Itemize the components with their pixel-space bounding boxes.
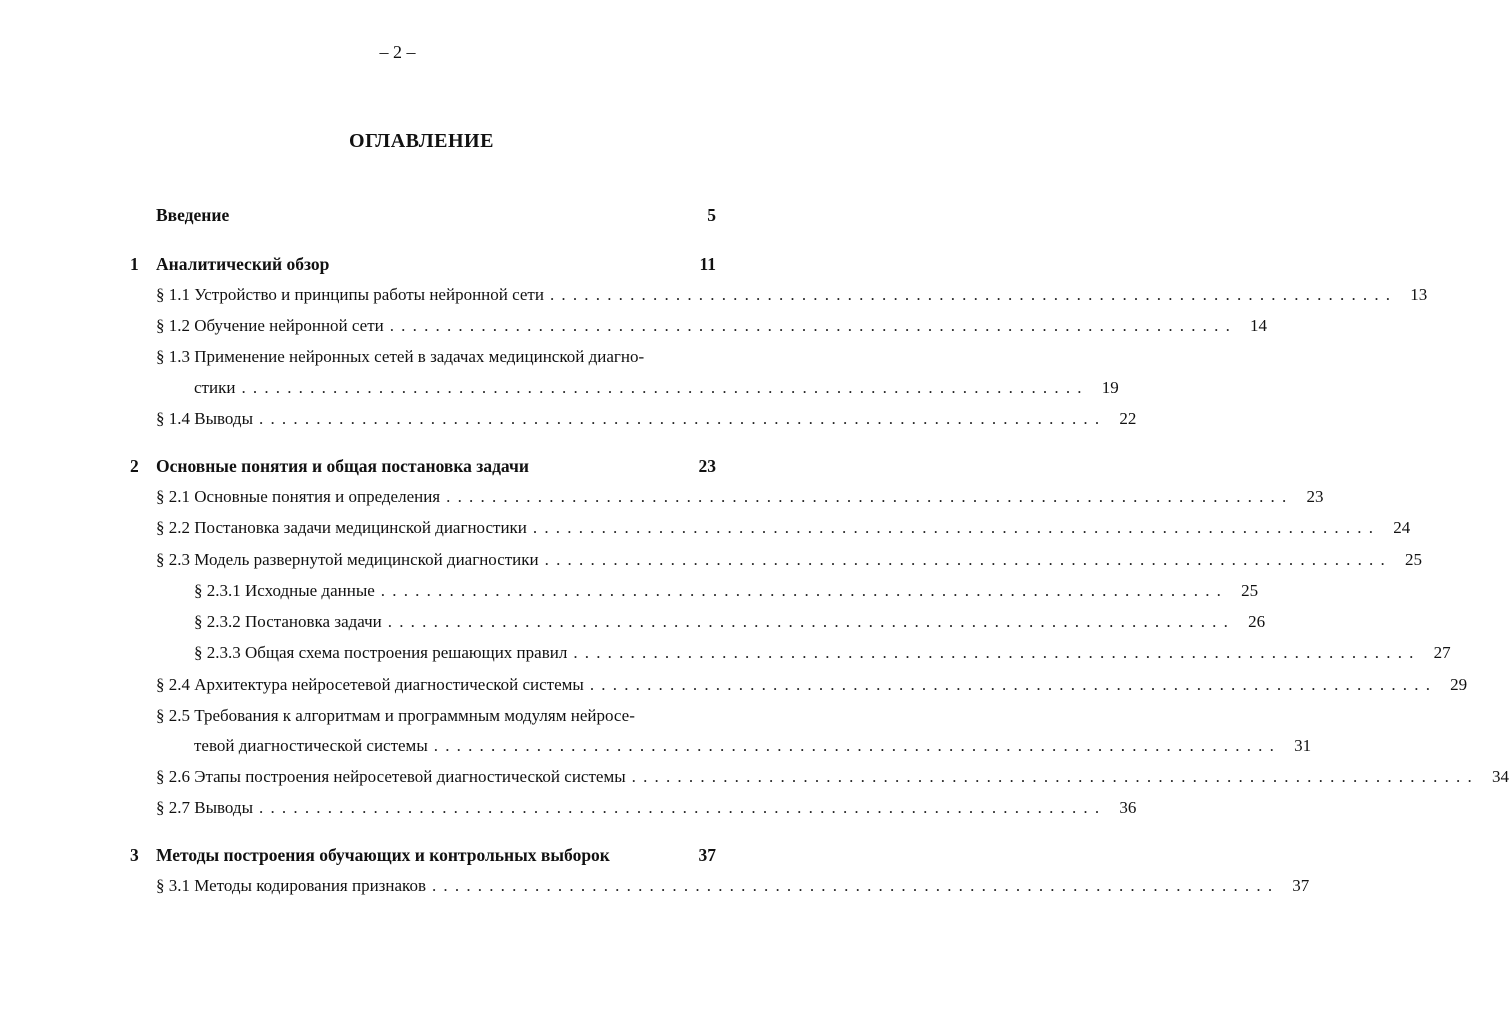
toc-entry-page: 37 xyxy=(1292,876,1310,895)
chapter-title: Основные понятия и общая постановка задачи xyxy=(156,456,529,476)
page-number: – 2 – xyxy=(379,42,416,62)
toc-chapter-3[interactable] xyxy=(156,843,716,867)
leader-dots: .......................................................................... xyxy=(544,550,1392,569)
toc-entry-page: 14 xyxy=(1250,316,1268,335)
toc-entry-continuation[interactable] xyxy=(194,734,1312,758)
chapter-title: Аналитический обзор xyxy=(156,254,330,274)
toc-entry-text: § 2.6 Этапы построения нейросетевой диагностической системы xyxy=(156,767,626,786)
toc-entry-page: 31 xyxy=(1294,736,1312,755)
leader-dots: .......................................................................... xyxy=(241,378,1089,397)
toc-entry[interactable] xyxy=(156,314,1268,338)
toc-entry-page: 36 xyxy=(1119,798,1137,817)
toc-subentry[interactable] xyxy=(194,641,1451,665)
toc-entry[interactable] xyxy=(156,345,716,369)
toc-entry-text: § 2.3 Модель развернутой медицинской диагностики xyxy=(156,550,539,569)
toc-entry-text: § 2.5 Требования к алгоритмам и программным модулям нейросе- xyxy=(156,706,635,725)
toc-subentry[interactable] xyxy=(194,610,1266,634)
leader-dots: .......................................................................... xyxy=(549,285,1398,304)
toc-entry-page: 29 xyxy=(1450,675,1468,694)
toc-entry-text: § 2.3.1 Исходные данные xyxy=(194,581,375,600)
leader-dots: .......................................................................... xyxy=(259,409,1107,428)
leader-dots: .......................................................................... xyxy=(387,612,1236,631)
toc-entry-text: § 1.2 Обучение нейронной сети xyxy=(156,316,384,335)
toc-subentry[interactable] xyxy=(194,579,1259,603)
toc-entry-page: 26 xyxy=(1248,612,1266,631)
leader-dots: .......................................................................... xyxy=(433,736,1282,755)
toc-entry-page: 34 xyxy=(1491,767,1509,786)
toc-entry[interactable] xyxy=(156,548,1422,572)
leader-dots: .......................................................................... xyxy=(380,581,1229,600)
leader-dots: .......................................................................... xyxy=(446,487,1294,506)
toc-title: ОГЛАВЛЕНИЕ xyxy=(349,130,494,152)
toc-entry-page: 22 xyxy=(1119,409,1137,428)
toc-entry-text: § 2.1 Основные понятия и определения xyxy=(156,487,441,506)
toc-entry-text: § 1.4 Выводы xyxy=(156,409,254,428)
toc-intro-label: Введение xyxy=(156,205,230,225)
chapter-page: 11 xyxy=(699,254,716,274)
leader-dots: .......................................................................... xyxy=(431,876,1280,895)
toc-entry-text: § 2.3.2 Постановка задачи xyxy=(194,612,382,631)
toc-chapter-2[interactable] xyxy=(156,454,716,478)
toc-entry-page: 13 xyxy=(1410,285,1428,304)
leader-dots: .......................................................................... xyxy=(589,675,1438,694)
toc-entry-page: 27 xyxy=(1433,643,1451,662)
leader-dots: .......................................................................... xyxy=(532,518,1381,537)
chapter-page: 37 xyxy=(698,845,716,865)
toc-entry-page: 24 xyxy=(1393,518,1411,537)
toc-entry[interactable] xyxy=(156,796,1137,820)
toc-entry-page: 23 xyxy=(1306,487,1324,506)
toc-entry[interactable] xyxy=(156,673,1468,697)
toc-chapter-1[interactable] xyxy=(156,252,716,276)
toc-entry-page: 25 xyxy=(1404,550,1422,569)
leader-dots: .......................................................................... xyxy=(573,643,1421,662)
toc-entry-text: тевой диагностической системы xyxy=(194,736,428,755)
toc-entry[interactable] xyxy=(156,765,1509,789)
toc-entry-text: § 1.1 Устройство и принципы работы нейронной сети xyxy=(156,285,544,304)
toc-entry-page: 19 xyxy=(1101,378,1119,397)
toc-entry[interactable] xyxy=(156,283,1428,307)
toc-entry[interactable] xyxy=(156,874,1310,898)
toc-entry-text: § 2.2 Постановка задачи медицинской диагностики xyxy=(156,518,527,537)
toc-entry-text: § 1.3 Применение нейронных сетей в задачах медицинской диагно- xyxy=(156,347,645,366)
chapter-number: 1 xyxy=(130,254,139,274)
toc-entry-text: § 2.3.3 Общая схема построения решающих правил xyxy=(194,643,568,662)
leader-dots: .......................................................................... xyxy=(631,767,1479,786)
chapter-number: 2 xyxy=(130,456,139,476)
toc-entry-page: 25 xyxy=(1241,581,1259,600)
leader-dots: .......................................................................... xyxy=(259,798,1107,817)
toc-intro-page: 5 xyxy=(707,205,716,225)
toc-entry[interactable] xyxy=(156,704,716,728)
toc-entry-continuation[interactable] xyxy=(194,376,1119,400)
toc-entry[interactable] xyxy=(156,485,1324,509)
toc-entry-text: стики xyxy=(194,378,236,397)
toc-entry[interactable] xyxy=(156,407,1137,431)
toc-entry-text: § 2.4 Архитектура нейросетевой диагностической системы xyxy=(156,675,584,694)
leader-dots: .......................................................................... xyxy=(389,316,1238,335)
chapter-number: 3 xyxy=(130,845,139,865)
toc-entry[interactable] xyxy=(156,516,1411,540)
toc-entry-text: § 2.7 Выводы xyxy=(156,798,254,817)
toc-entry-text: § 3.1 Методы кодирования признаков xyxy=(156,876,426,895)
chapter-title: Методы построения обучающих и контрольных выборок xyxy=(156,845,610,865)
toc-intro[interactable] xyxy=(156,203,716,227)
chapter-page: 23 xyxy=(698,456,716,476)
